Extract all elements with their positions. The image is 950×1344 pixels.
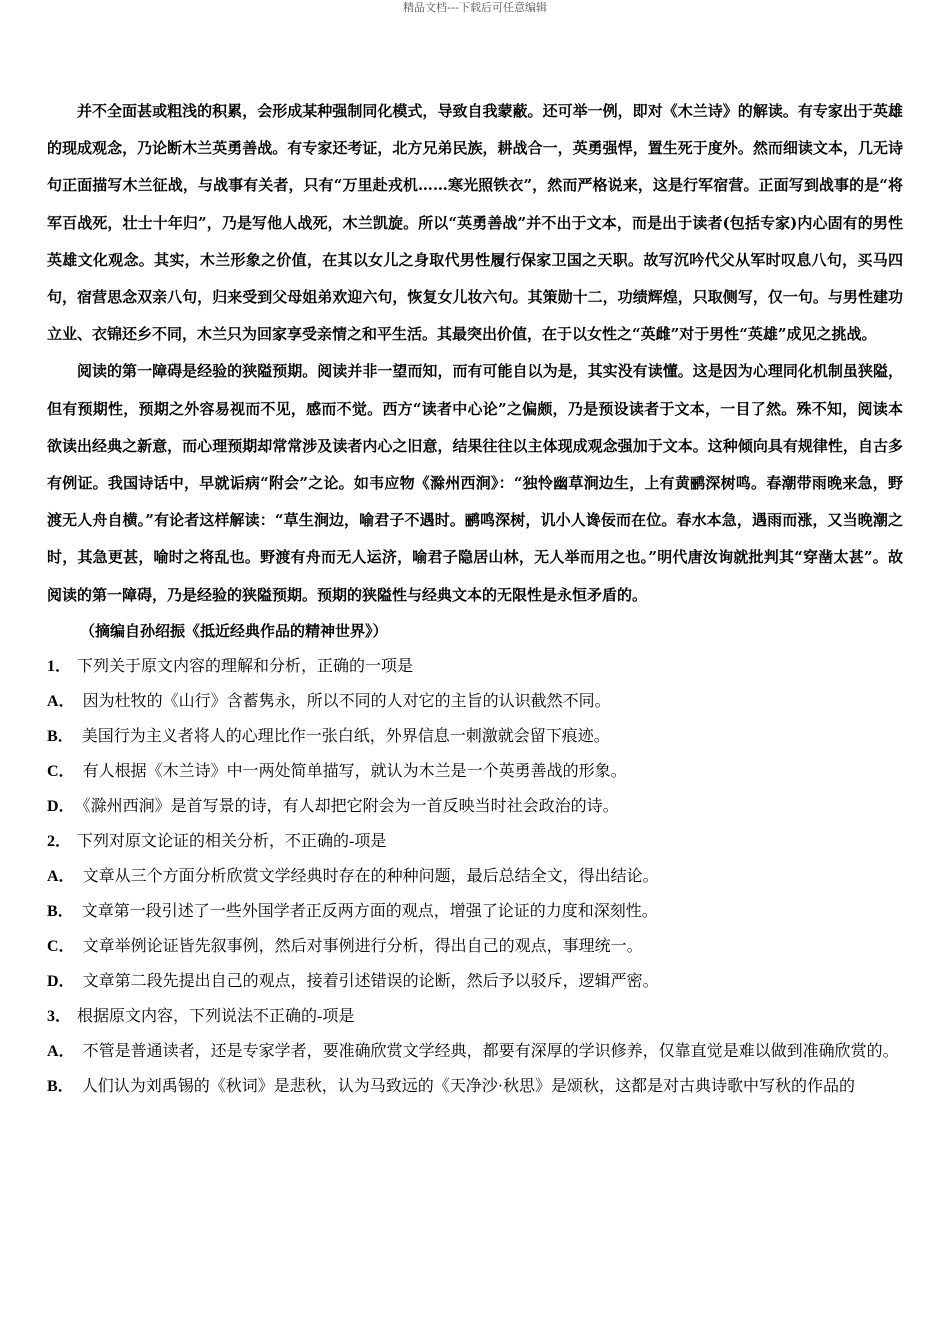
passage-paragraph-1: 并不全面甚或粗浅的积累，会形成某种强制同化模式，导致自我蒙蔽。还可举一例，即对《木兰诗》的解读。有专家出于英雄的现成观念，乃论断木兰英勇善战。有专家还考证，北方兄弟民族，耕战合一，英勇强悍，置生死于度外。然而细读文本，几无诗句正面描写木兰征战，与战事有关者，只有“万里赴戎机……寒光照铁衣”，然而严格说来，这是行军宿营。正面写到战事的是“将军百战死，壮士十年归”，乃是写他人战死，木兰凯旋。所以“英勇善战”并不出于文本，而是出于读者(包括专家)内心固有的男性英雄文化观念。其实，木兰形象之价值，在其以女儿之身取代男性履行保家卫国之天职。故写沉吟代父从军时叹息八句，买马四句，宿营思念双亲八句，归来受到父母姐弟欢迎六句，恢复女儿妆六句。其策勋十二，功绩辉煌，只取侧写，仅一句。与男性建功立业、衣锦还乡不同，木兰只为回家享受亲情之和平生活。其最突出价值，在于以女性之“英雌”对于男性“英雄”成见之挑战。 [47,102,903,344]
option-text: 有人根据《木兰诗》中一两处简单描写，就认为木兰是一个英勇善战的形象。 [82,762,627,780]
option-c [47,754,903,789]
option-key: A． [47,867,75,885]
option-text: 文章第二段先提出自己的观点，接着引述错误的论断，然后予以驳斥，逻辑严密。 [82,972,659,990]
option-a [47,1034,903,1069]
passage-source: （摘编自孙绍振《抵近经典作品的精神世界》） [80,621,388,640]
option-key: A． [47,1042,75,1060]
option-key: D． [47,797,75,815]
option-a [47,684,903,719]
option-key: A． [47,692,75,710]
question-text: 根据原文内容，下列说法不正确的-项是 [77,1007,355,1025]
option-key: B． [47,727,74,745]
option-b [47,894,903,929]
option-text: 美国行为主义者将人的心理比作一张白纸，外界信息一刺激就会留下痕迹。 [81,727,610,745]
question-3 [47,999,903,1104]
question-text: 下列关于原文内容的理解和分析，正确的一项是 [77,657,414,675]
option-text: 文章从三个方面分析欣赏文学经典时存在的种种问题，最后总结全文，得出结论。 [82,867,659,885]
page-header: 精品文档---下载后可任意编辑 [403,1,547,14]
question-stem [47,999,903,1034]
document-body [47,93,903,1104]
question-2 [47,824,903,999]
option-c [47,929,903,964]
question-stem [47,649,903,684]
option-d [47,964,903,999]
passage-paragraph-2: 阅读的第一障碍是经验的狭隘预期。阅读并非一望而知，而有可能自以为是，其实没有读懂。这是因为心理同化机制虽狭隘，但有预期性，预期之外容易视而不见，感而不觉。西方“读者中心论”之偏颇，乃是预设读者于文本，一目了然。殊不知，阅读本欲读出经典之新意，而心理预期却常常涉及读者内心之旧意，结果往往以主体现成观念强加于文本。这种倾向具有规律性，自古多有例证。我国诗话中，早就诟病“附会”之论。如韦应物《滁州西涧》：“独怜幽草涧边生，上有黄鹂深树鸣。春潮带雨晚来急，野渡无人舟自横。”有论者这样解读：“草生涧边，喻君子不遇时。鹂鸣深树，讥小人谗佞而在位。春水本急，遇雨而涨，又当晚潮之时，其急更甚，喻时之将乱也。野渡有舟而无人运济，喻君子隐居山林，无人举而用之也。”明代唐汝询就批判其“穿凿太甚”。故阅读的第一障碍，乃是经验的狭隘预期。预期的狭隘性与经典文本的无限性是永恒矛盾的。 [47,362,903,604]
option-key: C． [47,762,75,780]
option-text: 文章举例论证皆先叙事例，然后对事例进行分析，得出自己的观点，事理统一。 [82,937,643,955]
option-text: 文章第一段引述了一些外国学者正反两方面的观点，增强了论证的力度和深刻性。 [81,902,658,920]
option-a [47,859,903,894]
question-number: 3． [47,1007,72,1025]
option-b [47,1069,903,1104]
option-d [47,789,903,824]
question-number: 1． [47,657,72,675]
option-key: C． [47,937,75,955]
question-stem [47,824,903,859]
option-b [47,719,903,754]
option-text: 人们认为刘禹锡的《秋词》是悲秋，认为马致远的《天净沙·秋思》是颂秋，这都是对古典诗歌中写秋的作品的 [81,1077,856,1095]
question-text: 下列对原文论证的相关分析，不正确的-项是 [77,832,387,850]
option-text: 因为杜牧的《山行》含蓄隽永，所以不同的人对它的主旨的认识截然不同。 [82,692,611,710]
option-key: B． [47,902,74,920]
option-key: B． [47,1077,74,1095]
option-key: D． [47,972,75,990]
option-text: 不管是普通读者，还是专家学者，要准确欣赏文学经典，都要有深厚的学识修养，仅靠直觉是难以做到准确欣赏的。 [82,1042,899,1060]
option-text: 《滁州西涧》是首写景的诗，有人却把它附会为一首反映当时社会政治的诗。 [82,797,619,815]
question-1 [47,649,903,824]
question-number: 2． [47,832,72,850]
